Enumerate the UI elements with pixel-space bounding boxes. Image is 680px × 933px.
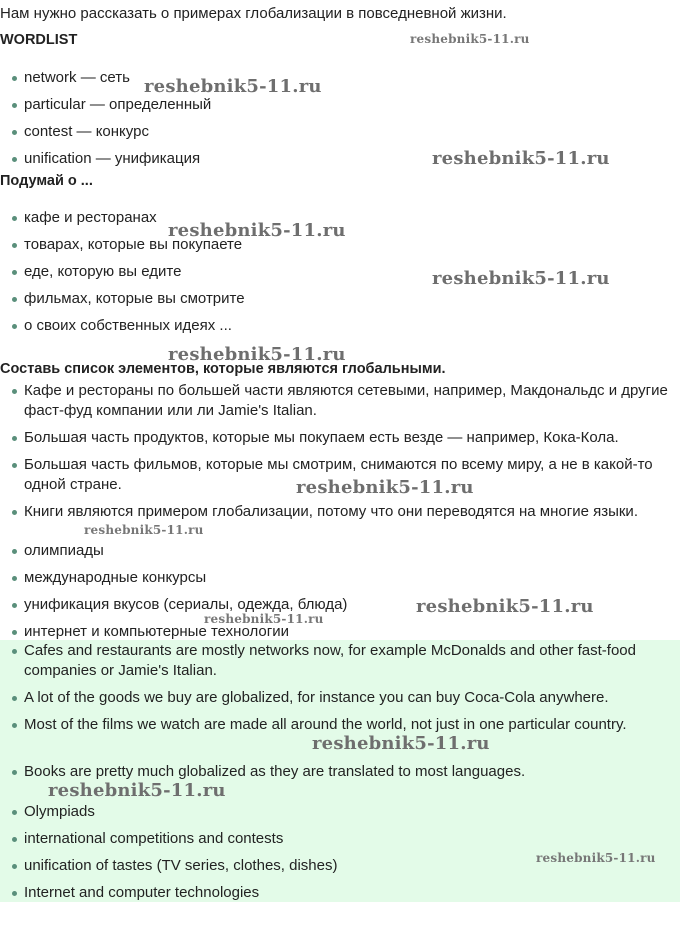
bullet-icon [12,103,17,108]
bullet-icon [12,603,17,608]
list-item: unification — унификация [0,149,668,169]
watermark: reshebnik5-11.ru [432,148,610,169]
watermark: reshebnik5-11.ru [84,523,204,537]
watermark: reshebnik5-11.ru [410,32,530,46]
watermark: reshebnik5-11.ru [312,733,490,754]
watermark: reshebnik5-11.ru [536,851,656,865]
watermark: reshebnik5-11.ru [416,596,594,617]
bullet-icon [12,463,17,468]
list-item: Most of the films we watch are made all around the world, not just in one particular country. [0,715,668,735]
bullet-icon [12,216,17,221]
wordlist-heading: WORDLIST [0,32,78,48]
bullet-icon [12,389,17,394]
list-item: network — сеть [0,68,668,88]
bullet-icon [12,630,17,635]
bullet-icon [12,436,17,441]
list-item: contest — конкурс [0,122,668,142]
bullet-icon [12,243,17,248]
list-item: Olympiads [0,802,668,822]
watermark: reshebnik5-11.ru [432,268,610,289]
list-item: international competitions and contests [0,829,668,849]
bullet-icon [12,324,17,329]
list-item: Книги являются примером глобализации, потому что они переводятся на многие языки. [0,502,668,522]
list-item: о своих собственных идеях ... [0,316,668,336]
list-item: Cafes and restaurants are mostly networks now, for example McDonalds and other fast-food companies or Jamie's Italian. [0,641,668,681]
bullet-icon [12,891,17,896]
list-item: фильмах, которые вы смотрите [0,289,668,309]
watermark: reshebnik5-11.ru [48,780,226,801]
list-item: Большая часть фильмов, которые мы смотрим, снимаются по всему миру, а не в какой-то одной стране. [0,455,668,495]
list-item: particular — определенный [0,95,668,115]
list-item: олимпиады [0,541,668,561]
bullet-icon [12,770,17,775]
list-item: еде, которую вы едите [0,262,668,282]
bullet-icon [12,157,17,162]
watermark: reshebnik5-11.ru [144,76,322,97]
list-item: товарах, которые вы покупаете [0,235,668,255]
list-item: интернет и компьютерные технологии [0,622,668,642]
list-item: unification of tastes (TV series, clothes, dishes) [0,856,668,876]
think-heading: Подумай о ... [0,173,93,189]
list-item: Большая часть продуктов, которые мы покупаем есть везде — например, Кока-Кола. [0,428,668,448]
watermark: reshebnik5-11.ru [296,477,474,498]
bullet-icon [12,810,17,815]
watermark: reshebnik5-11.ru [204,612,324,626]
bullet-icon [12,864,17,869]
list-item: A lot of the goods we buy are globalized, for instance you can buy Coca-Cola anywhere. [0,688,668,708]
bullet-icon [12,297,17,302]
list-item: Кафе и рестораны по большей части являются сетевыми, например, Макдональдс и другие фаст-фуд компании или ли Jamie's Italian. [0,381,668,421]
watermark: reshebnik5-11.ru [168,220,346,241]
bullet-icon [12,270,17,275]
intro-text: Нам нужно рассказать о примерах глобализации в повседневной жизни. [0,5,507,22]
list-item: кафе и ресторанах [0,208,668,228]
bullet-icon [12,130,17,135]
watermark: reshebnik5-11.ru [168,344,346,365]
bullet-icon [12,649,17,654]
bullet-icon [12,549,17,554]
bullet-icon [12,696,17,701]
bullet-icon [12,510,17,515]
bullet-icon [12,837,17,842]
bullet-icon [12,723,17,728]
bullet-icon [12,576,17,581]
list-item: Books are pretty much globalized as they are translated to most languages. [0,762,668,782]
list-item: международные конкурсы [0,568,668,588]
list-item: Internet and computer technologies [0,883,668,903]
list-heading: Составь список элементов, которые являются глобальными. [0,361,446,377]
bullet-icon [12,76,17,81]
list-item: унификация вкусов (сериалы, одежда, блюда) [0,595,668,615]
